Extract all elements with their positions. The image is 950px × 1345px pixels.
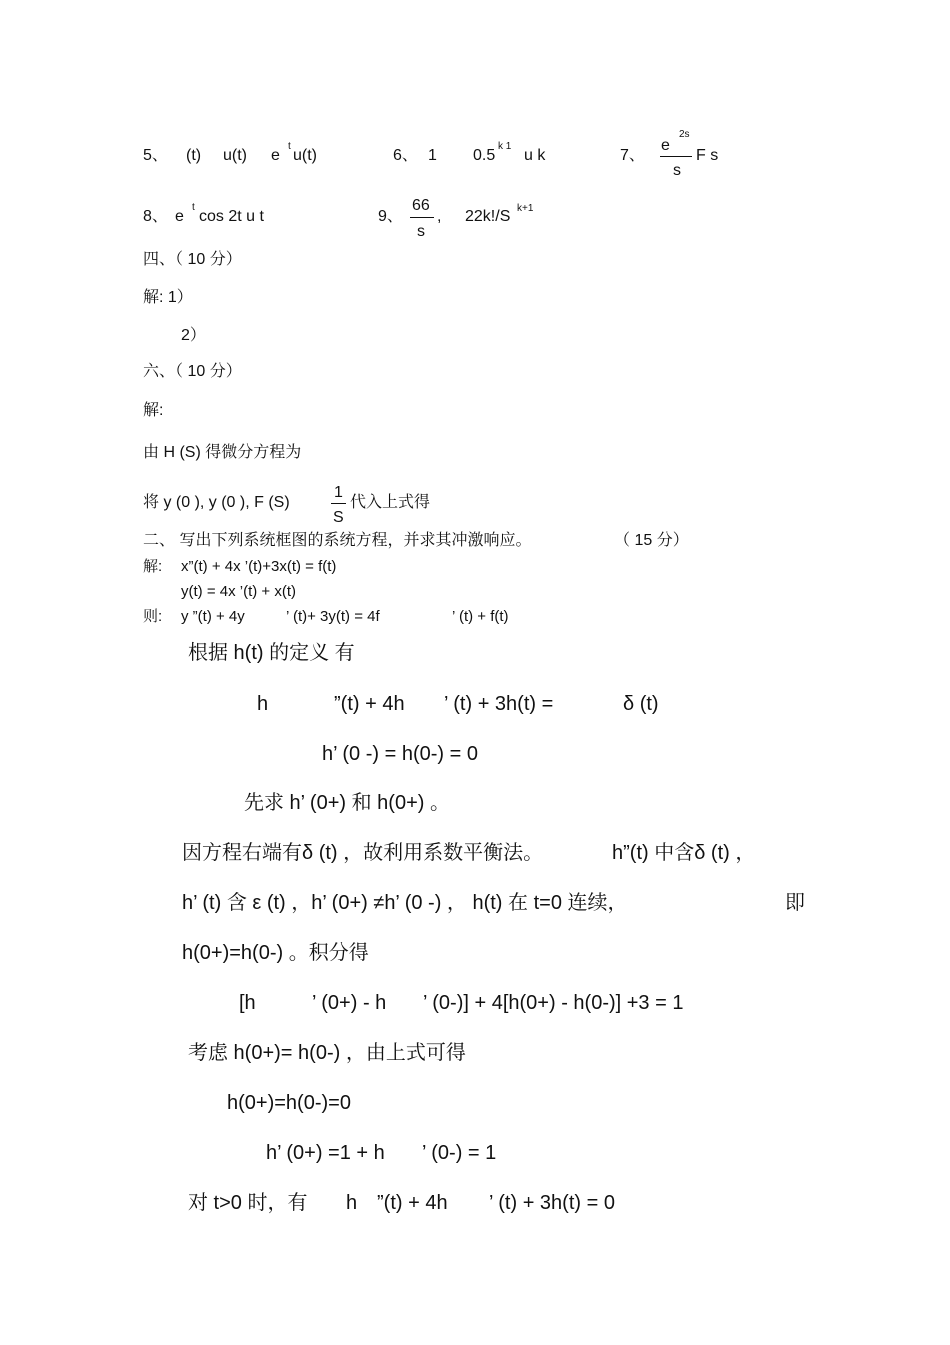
- answer-7-term: F s: [696, 147, 719, 164]
- answer-7-fraction-numerator: e: [661, 137, 670, 154]
- answer-9-comma: ,: [437, 208, 442, 225]
- answer-8-superscript: t: [192, 202, 195, 213]
- equation: y(t) = 4x ’(t) + x(t): [181, 583, 297, 600]
- answer-5-term: u(t): [293, 147, 317, 164]
- section-4-solution-label: 解: 1）: [143, 289, 193, 306]
- equation: h(0+)=h(0-)=0: [227, 1092, 351, 1114]
- equation: h: [346, 1192, 358, 1214]
- answer-9-number: 9、: [378, 208, 403, 225]
- equation: ’ (0-) = 1: [422, 1142, 497, 1164]
- answer-6-term: u k: [524, 147, 546, 164]
- equation: ’ (t) + f(t): [452, 608, 509, 625]
- answer-9-fraction-denominator: s: [417, 223, 425, 240]
- equation: h’ (0+) =1 + h: [266, 1142, 385, 1164]
- fraction-bar: [410, 217, 434, 218]
- answer-5-term: e: [271, 147, 280, 164]
- answer-9-superscript: k+1: [517, 203, 534, 214]
- equation: y ”(t) + 4y: [181, 608, 245, 625]
- section-2-then-label: 则:: [143, 608, 163, 625]
- derivation-line: 考虑 h(0+)= h(0-) ，由上式可得: [188, 1042, 466, 1064]
- equation: ’ (t) + 3h(t) = 0: [489, 1192, 615, 1214]
- answer-8-number: 8、: [143, 208, 168, 225]
- section-6-line: 代入上式得: [350, 494, 431, 511]
- section-6-fraction-denominator: S: [333, 509, 344, 526]
- section-4-title: 四、（ 10 分）: [143, 251, 242, 268]
- answer-7-superscript: 2s: [679, 129, 690, 140]
- equation: ”(t) + 4h: [377, 1192, 448, 1214]
- equation: h: [257, 693, 269, 715]
- section-6-solution-label: 解:: [143, 402, 164, 419]
- answer-5-number: 5、: [143, 147, 168, 164]
- equation: ’ (t)+ 3y(t) = 4f: [286, 608, 380, 625]
- answer-6-term: 0.5: [473, 147, 496, 164]
- derivation-line: 先求 h’ (0+) 和 h(0+) 。: [244, 792, 450, 814]
- answer-7-fraction-denominator: s: [673, 162, 681, 179]
- equation: x”(t) + 4x ’(t)+3x(t) = f(t): [181, 558, 337, 575]
- fraction-bar: [331, 503, 346, 504]
- section-4-item-2: 2）: [181, 327, 206, 344]
- section-6-title: 六、（ 10 分）: [143, 363, 242, 380]
- section-2-solution-label: 解:: [143, 558, 163, 575]
- answer-8-term: cos 2t u t: [199, 208, 264, 225]
- answer-5-term: (t): [186, 147, 202, 164]
- answer-9-fraction-numerator: 66: [412, 197, 430, 214]
- equation: δ (t): [623, 693, 659, 715]
- derivation-line: h(0+)=h(0-) 。积分得: [182, 942, 369, 964]
- equation: h’ (0 -) = h(0-) = 0: [322, 743, 478, 765]
- answer-6-superscript: k 1: [498, 141, 512, 152]
- derivation-line: h”(t) 中含δ (t) ，: [612, 842, 756, 864]
- derivation-line: h’ (t) 含 ε (t) ，h’ (0+) ≠h’ (0 -) ， h(t) 在 t=0 连续，: [182, 892, 628, 914]
- answer-5-superscript: t: [288, 141, 291, 152]
- answer-6-number: 6、: [393, 147, 418, 164]
- equation: ”(t) + 4h: [334, 693, 405, 715]
- answer-7-number: 7、: [620, 147, 645, 164]
- derivation-line: 根据 h(t) 的定义 有: [188, 642, 355, 664]
- answer-5-term: u(t): [223, 147, 247, 164]
- equation: ’ (t) + 3h(t) =: [444, 693, 554, 715]
- derivation-line: 对 t>0 时，有: [188, 1192, 308, 1214]
- fraction-bar: [660, 156, 692, 157]
- derivation-line: 即: [785, 892, 805, 914]
- equation: ’ (0+) - h: [312, 992, 387, 1014]
- section-2-title: 二、 写出下列系统框图的系统方程，并求其冲激响应。: [143, 532, 532, 549]
- section-2-points: （ 15 分）: [614, 532, 689, 549]
- section-6-fraction-numerator: 1: [334, 484, 343, 501]
- answer-9-term: 22k!/S: [465, 208, 511, 225]
- answer-6-term: 1: [428, 147, 437, 164]
- equation: [h: [239, 992, 256, 1014]
- equation: ’ (0-)] + 4[h(0+) - h(0-)] +3 = 1: [423, 992, 684, 1014]
- section-6-line: 由 H (S) 得微分方程为: [143, 444, 302, 461]
- answer-8-term: e: [175, 208, 184, 225]
- section-6-line: 将 y (0 ), y (0 ), F (S): [143, 494, 290, 511]
- derivation-line: 因方程右端有δ (t) ，故利用系数平衡法。: [182, 842, 544, 864]
